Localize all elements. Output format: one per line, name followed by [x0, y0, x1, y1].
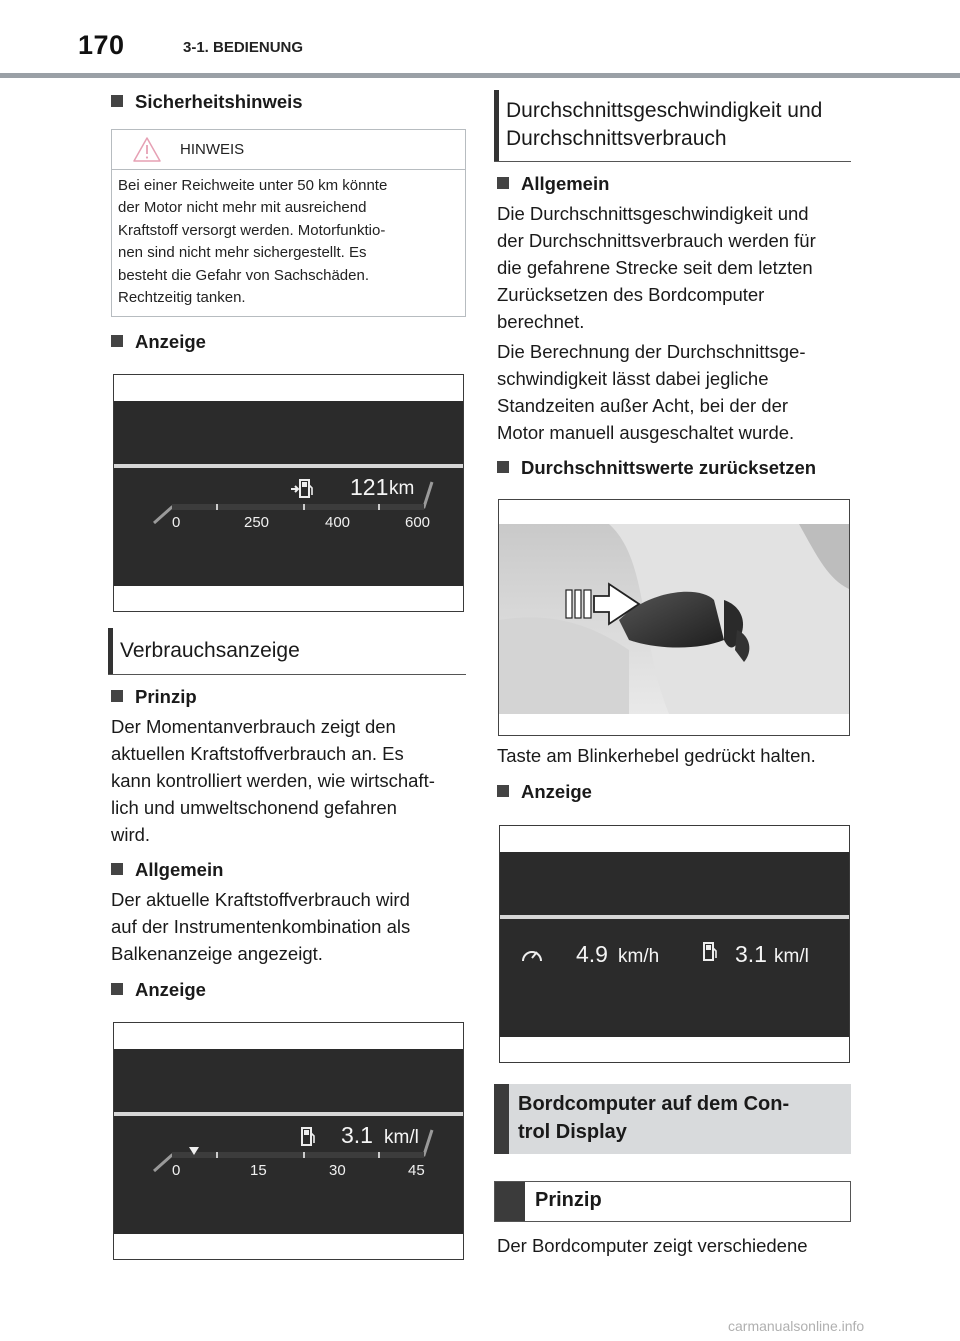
lever-illustration: [499, 500, 850, 736]
warning-triangle-icon: [132, 136, 162, 163]
subsection-prinzip: [494, 1181, 851, 1222]
subsection-prinzip-title: Prinzip: [535, 1189, 602, 1211]
fuel-pump-icon: [703, 941, 721, 963]
section-bordcomputer: [494, 1084, 851, 1154]
consumption-unit: km/l: [384, 1127, 419, 1148]
gauge-tick-label: 250: [244, 514, 270, 531]
section-rule: [108, 674, 466, 675]
notice-title: HINWEIS: [180, 141, 245, 158]
square-bullet-icon: [497, 177, 509, 189]
range-unit: km: [389, 478, 415, 499]
fuel-range-icon: [291, 480, 312, 497]
avg-speed-unit: km/h: [618, 946, 660, 967]
range-value: 121: [350, 474, 389, 500]
gauge-tick-label: 0: [172, 1162, 181, 1179]
notice-text: Bei einer Reichweite unter 50 km könnte der Motor nicht mehr mit ausreichend Kraftstoff versorgt werden. Motorfunktio- nen sind nicht mehr sichergestellt. Es besteht die Gefahr von Sachschäden. Rechtzeitig tanken.: [118, 177, 388, 307]
heading-sicherheitshinweis: Sicherheitshinweis: [111, 91, 303, 113]
gauge-tick-label: 0: [172, 514, 181, 531]
watermark: carmanualsonline.info: [728, 1318, 865, 1334]
square-bullet-icon: [111, 95, 123, 107]
gauge-tick-label: 15: [250, 1162, 267, 1179]
section-bar: [494, 1084, 509, 1154]
square-bullet-icon: [497, 785, 509, 797]
square-bullet-icon: [111, 335, 123, 347]
square-bullet-icon: [111, 863, 123, 875]
section-durchschnitt: Durchschnittsgeschwindigkeit und Durchschnittsverbrauch: [506, 99, 823, 150]
gauge-tick-label: 400: [325, 514, 351, 531]
gauge-tick-label: 30: [329, 1162, 346, 1179]
notice-box: [111, 129, 466, 317]
chapter-title: 3-1. BEDIENUNG: [183, 39, 304, 56]
berechnung-text: Die Berechnung der Durchschnittsge- schwindigkeit lässt dabei jegliche Standzeiten außer Acht, bei der der Motor manuell ausgeschaltet wurde.: [497, 341, 806, 443]
heading-anzeige-2: Anzeige: [111, 979, 206, 1001]
allgemein-text-left: Der aktuelle Kraftstoffverbrauch wird auf der Instrumentenkombination als Balkenanzeige angezeigt.: [111, 889, 411, 964]
fuel-pump-icon: [302, 1128, 314, 1145]
heading-allgemein-right: Allgemein: [497, 173, 609, 195]
square-bullet-icon: [111, 983, 123, 995]
section-bar: [494, 90, 499, 162]
section-bar: [495, 1182, 525, 1221]
gauge-tick-label: 45: [408, 1162, 425, 1179]
bottom-text: Der Bordcomputer zeigt verschiedene: [497, 1235, 808, 1256]
display-screen: [500, 852, 849, 1037]
avg-consumption-unit: km/l: [774, 946, 809, 967]
avg-speed-value: 4.9: [576, 941, 608, 967]
consumption-value: 3.1: [341, 1122, 373, 1148]
section-verbrauchsanzeige: Verbrauchsanzeige: [120, 639, 300, 662]
heading-allgemein-left: Allgemein: [111, 859, 223, 881]
notice-header: [112, 130, 465, 170]
section-bordcomputer-title: Bordcomputer auf dem Con- trol Display: [518, 1093, 790, 1143]
square-bullet-icon: [111, 690, 123, 702]
heading-reset: Durchschnittswerte zurücksetzen: [497, 457, 816, 479]
display-separator: [500, 915, 849, 919]
avg-consumption-value: 3.1: [735, 941, 767, 967]
heading-anzeige-1: Anzeige: [111, 331, 206, 353]
heading-anzeige-right: Anzeige: [497, 781, 592, 803]
page-number: 170: [78, 30, 125, 60]
turn-signal-lever-photo: [498, 499, 850, 736]
range-display-figure: [113, 374, 464, 612]
prinzip-text: Der Momentanverbrauch zeigt den aktuellen Kraftstoffverbrauch an. Es kann kontrolliert werden, wie wirtschaft- lich und umweltschonend gefahren wird.: [111, 716, 435, 845]
average-display-figure: [499, 825, 850, 1063]
consumption-display-figure: [113, 1022, 464, 1260]
heading-prinzip: Prinzip: [111, 686, 197, 708]
gauge-tick-label: 600: [405, 514, 431, 531]
square-bullet-icon: [497, 461, 509, 473]
speedometer-icon: [520, 944, 544, 966]
section-bar: [108, 628, 113, 674]
taste-text: Taste am Blinkerhebel gedrückt halten.: [497, 745, 816, 766]
page-header: [0, 0, 960, 78]
allgemein-text-right: Die Durchschnittsgeschwindigkeit und der Durchschnittsverbrauch werden für die gefahrene Strecke seit dem letzten Zurücksetzen des Bordcomputer berechnet.: [497, 203, 816, 332]
header-rule: [0, 73, 960, 78]
section-rule: [494, 161, 851, 162]
